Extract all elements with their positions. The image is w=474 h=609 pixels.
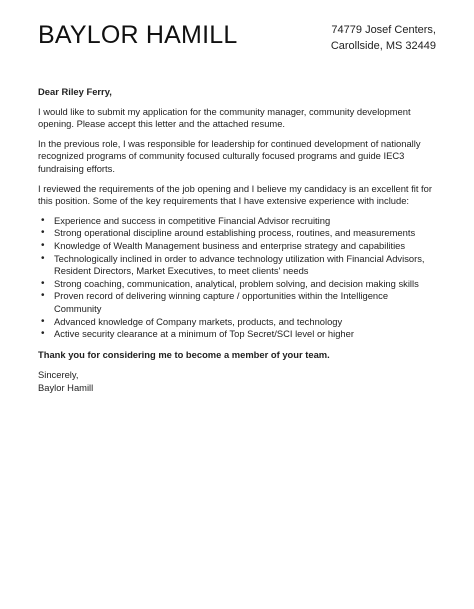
list-item: • Advanced knowledge of Company markets, products, and technology — [52, 316, 438, 329]
list-item: • Knowledge of Wealth Management business and enterprise strategy and capabilities — [52, 240, 438, 253]
list-item: • Strong coaching, communication, analytical, problem solving, and decision making skills — [52, 278, 438, 291]
address-line-2: Carollside, MS 32449 — [330, 40, 436, 52]
list-item: • Technologically inclined in order to advance technology utilization with Financial Advisors, Resident Directors, Market Executives, to meet clients' needs — [52, 253, 438, 278]
letter-body — [38, 86, 438, 394]
paragraph-previous-role: In the previous role, I was responsible for leadership for continued development of nationally recognized programs of community focused culturally focused programs and guide IEC3 fundraising efforts. — [38, 137, 421, 174]
address-line-1: 74779 Josef Centers, — [331, 24, 436, 36]
thank-you-line: Thank you for considering me to become a member of your team. — [38, 348, 330, 360]
signoff-block — [38, 369, 438, 394]
applicant-name-heading: BAYLOR HAMILL — [38, 21, 238, 49]
paragraph-intro: I would like to submit my application for the community manager, community development opening. Please accept this letter and the attached resume. — [38, 105, 411, 130]
list-item: • Proven record of delivering winning capture / opportunities within the Intelligence Community — [52, 290, 438, 315]
signoff-text: Sincerely, — [38, 369, 79, 381]
salutation: Dear Riley Ferry, — [38, 86, 112, 97]
signature-name: Baylor Hamill — [38, 381, 94, 393]
list-item: • Active security clearance at a minimum of Top Secret/SCI level or higher — [52, 328, 438, 341]
list-item: • Experience and success in competitive Financial Advisor recruiting — [52, 215, 438, 228]
list-item: • Strong operational discipline around establishing process, routines, and measurements — [52, 227, 438, 240]
requirements-list — [38, 215, 438, 341]
paragraph-requirements-intro: I reviewed the requirements of the job opening and I believe my candidacy is an excellent fit for this position. Some of the key requirements that I have extensive experience with include: — [38, 182, 432, 207]
applicant-address — [331, 22, 436, 54]
